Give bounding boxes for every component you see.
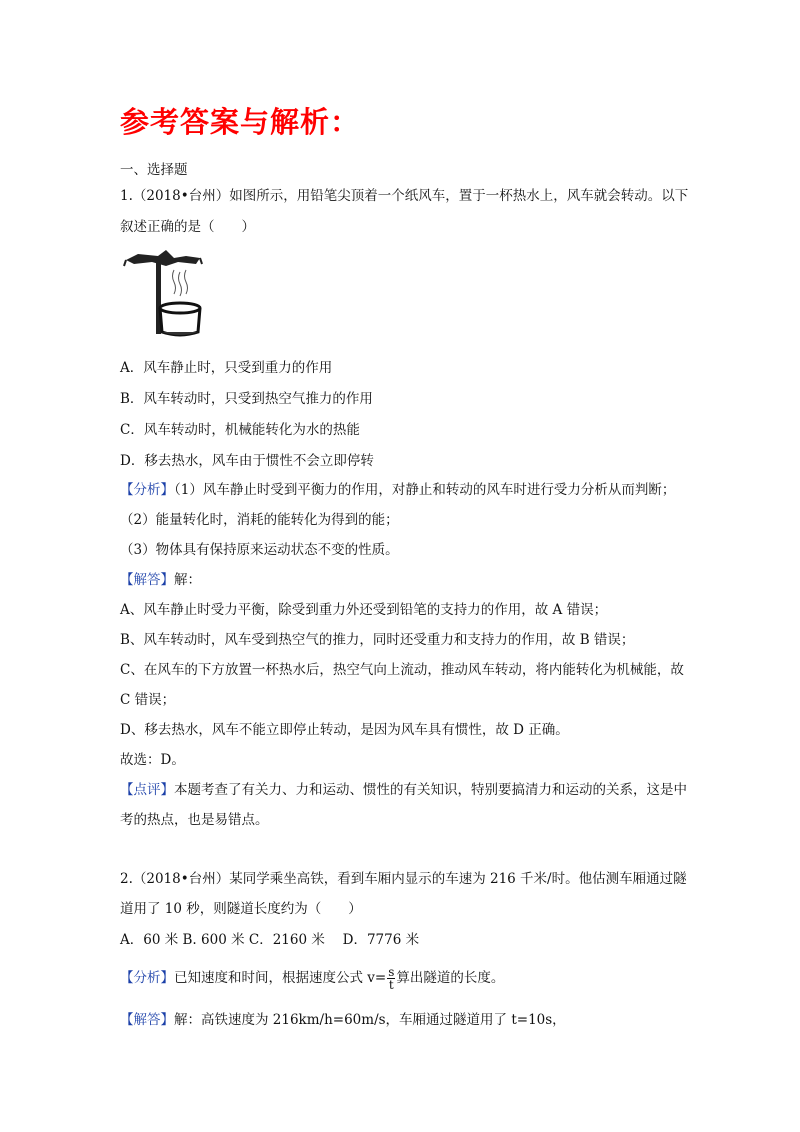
q1-answer-c: C、在风车的下方放置一杯热水后，热空气向上流动，推动风车转动，将内能转化为机械能，故 <box>120 662 684 678</box>
analysis-pre: 已知速度和时间，根据速度公式 v= <box>174 970 387 986</box>
q2-options: A．60 米 B. 600 米 C．2160 米 D．7776 米 <box>120 932 420 948</box>
q1-answer-choice: 故选：D。 <box>120 752 185 768</box>
section-heading: 一、选择题 <box>120 162 188 178</box>
comment-text: 本题考查了有关力、力和运动、惯性的有关知识，特别要搞清力和运动的关系，这是中 <box>174 782 687 798</box>
q1-analysis-line3: （3）物体具有保持原来运动状态不变的性质。 <box>120 542 399 558</box>
q1-option-c: C．风车转动时，机械能转化为水的热能 <box>120 422 360 438</box>
q1-answer-d: D、移去热水，风车不能立即停止转动，是因为风车具有惯性，故 D 正确。 <box>120 722 569 738</box>
analysis-text: （1）风车静止时受到平衡力的作用，对静止和转动的风车时进行受力分析从而判断； <box>174 482 676 498</box>
q1-answer-b: B、风车转动时，风车受到热空气的推力，同时还受重力和支持力的作用，故 B 错误； <box>120 632 635 648</box>
analysis-tag: 【分析】 <box>120 482 174 498</box>
q2-analysis <box>120 966 504 991</box>
q1-option-a: A．风车静止时，只受到重力的作用 <box>120 360 333 376</box>
formula-numerator: s <box>388 965 395 979</box>
q2-answer <box>120 1010 566 1030</box>
formula-denominator: t <box>388 978 394 992</box>
q1-answer-a: A、风车静止时受力平衡，除受到重力外还受到铅笔的支持力的作用，故 A 错误； <box>120 602 608 618</box>
q1-analysis-line2: （2）能量转化时，消耗的能转化为得到的能； <box>120 512 399 528</box>
q1-answer-c-cont: C 错误； <box>120 692 176 708</box>
comment-tag: 【点评】 <box>120 782 174 798</box>
q1-option-b: B．风车转动时，只受到热空气推力的作用 <box>120 391 373 407</box>
q2-stem-line2: 道用了 10 秒，则隧道长度约为（ ） <box>120 901 362 917</box>
analysis-post: 算出隧道的长度。 <box>396 970 505 986</box>
q1-comment-line1 <box>120 780 687 800</box>
analysis-tag: 【分析】 <box>120 970 174 986</box>
answer-text: 解：高铁速度为 216km/h=60m/s，车厢通过隧道用了 t=10s， <box>174 1012 566 1028</box>
q1-analysis-line1 <box>120 480 675 500</box>
q1-option-d: D．移去热水，风车由于惯性不会立即停转 <box>120 453 374 469</box>
q1-stem-line1: 1.（2018•台州）如图所示，用铅笔尖顶着一个纸风车，置于一杯热水上，风车就会转动。以下 <box>120 188 689 204</box>
speed-formula <box>387 966 395 991</box>
pinwheel-figure <box>122 246 204 338</box>
q1-stem-line2: 叙述正确的是（ ） <box>120 219 255 235</box>
answer-tag: 【解答】 <box>120 1012 174 1028</box>
answer-tag: 【解答】 <box>120 572 174 588</box>
page-title: 参考答案与解析： <box>120 105 361 139</box>
q1-answer-heading <box>120 570 201 590</box>
answer-intro: 解： <box>174 572 201 588</box>
q1-comment-line2: 考的热点，也是易错点。 <box>120 812 269 828</box>
q2-stem-line1: 2.（2018•台州）某同学乘坐高铁，看到车厢内显示的车速为 216 千米/时。他估测车厢通过隧 <box>120 871 687 887</box>
